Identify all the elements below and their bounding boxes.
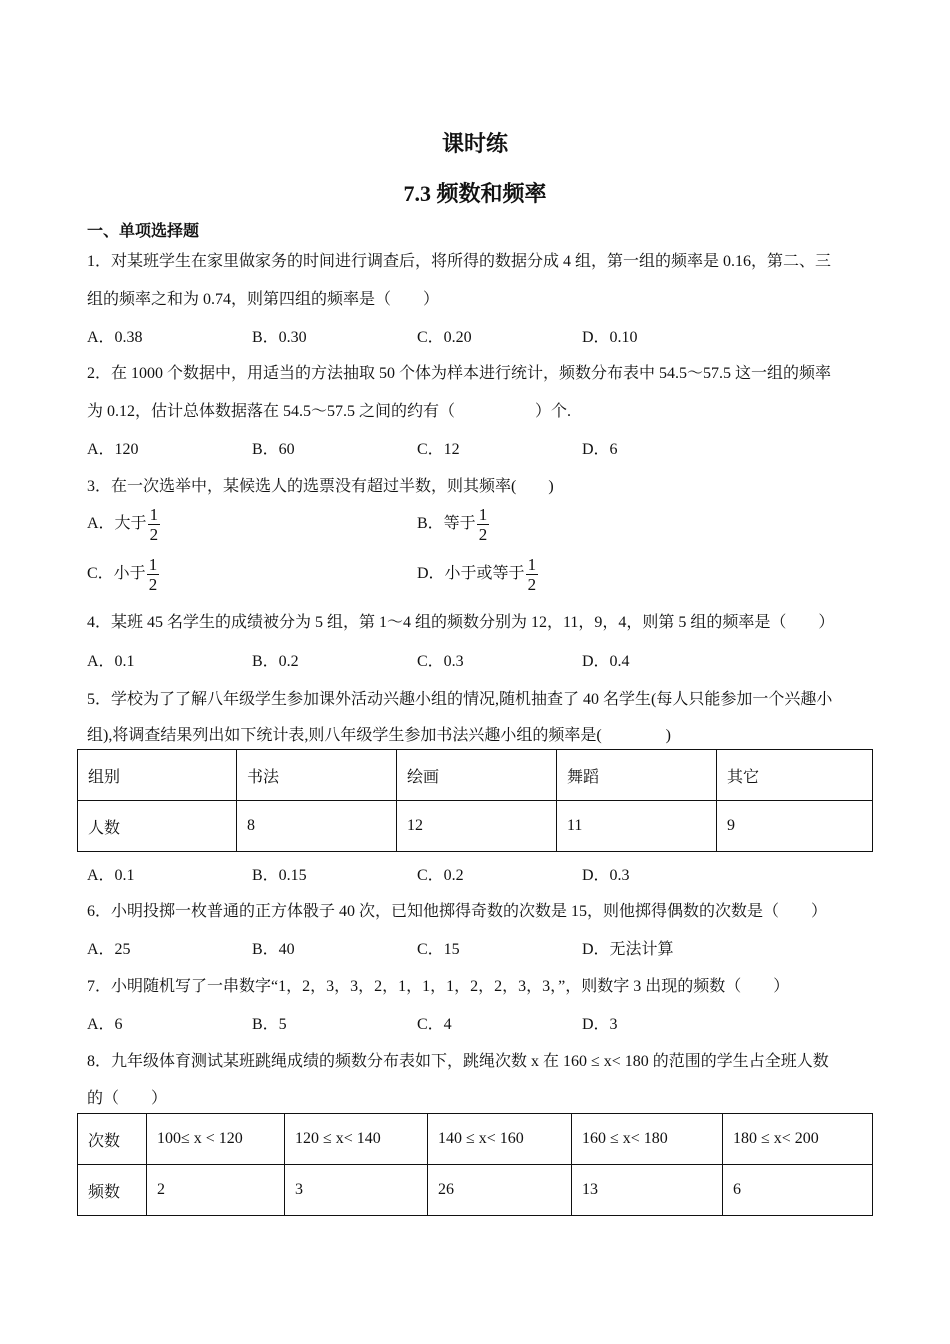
table-cell: 舞蹈 bbox=[557, 750, 717, 801]
fraction-one-half bbox=[477, 505, 490, 544]
table-cell: 其它 bbox=[717, 750, 873, 801]
table-cell: 12 bbox=[397, 801, 557, 852]
table-cell: 2 bbox=[147, 1165, 285, 1216]
question-5-line-2: 组),将调查结果列出如下统计表,则八年级学生参加书法兴趣小组的频率是( ) bbox=[87, 727, 671, 744]
table-cell: 频数 bbox=[78, 1165, 147, 1216]
question-6-option-d: D．无法计算 bbox=[582, 941, 674, 958]
table-cell: 11 bbox=[557, 801, 717, 852]
table-cell: 6 bbox=[723, 1165, 873, 1216]
question-2-option-b: B．60 bbox=[252, 441, 295, 458]
page-title: 课时练 bbox=[441, 131, 508, 156]
table-cell: 9 bbox=[717, 801, 873, 852]
table-cell: 组别 bbox=[78, 750, 237, 801]
fraction-numerator: 1 bbox=[148, 555, 158, 574]
question-8-line-2: 的（ ） bbox=[87, 1090, 168, 1107]
question-3-option-c bbox=[87, 555, 159, 594]
fraction-numerator: 1 bbox=[478, 505, 488, 524]
rope-skipping-table bbox=[77, 1113, 873, 1216]
table-cell: 26 bbox=[428, 1165, 572, 1216]
fraction-one-half bbox=[147, 555, 160, 594]
table-cell: 160 ≤ x< 180 bbox=[572, 1114, 723, 1165]
question-3-option-b-text: B．等于 bbox=[417, 515, 476, 533]
table-cell: 人数 bbox=[78, 801, 237, 852]
question-3-line-1: 3．在一次选举中，某候选人的选票没有超过半数，则其频率( ) bbox=[87, 478, 554, 495]
question-1-option-c: C．0.20 bbox=[417, 329, 472, 346]
question-6-line-1: 6．小明投掷一枚普通的正方体骰子 40 次，已知他掷得奇数的次数是 15，则他掷得偶数的次数是（ ） bbox=[87, 903, 828, 920]
table-cell: 3 bbox=[285, 1165, 428, 1216]
question-3-option-a-text: A．大于 bbox=[87, 515, 147, 533]
question-5-option-c: C．0.2 bbox=[417, 867, 464, 884]
question-4-option-d: D．0.4 bbox=[582, 653, 630, 670]
question-4-option-c: C．0.3 bbox=[417, 653, 464, 670]
table-cell: 书法 bbox=[237, 750, 397, 801]
question-1-line-1: 1．对某班学生在家里做家务的时间进行调查后，将所得的数据分成 4 组，第一组的频率是 0.16，第二、三 bbox=[87, 253, 832, 270]
fraction-denominator: 2 bbox=[149, 525, 159, 544]
section-heading: 一、单项选择题 bbox=[87, 223, 200, 240]
table-cell: 100≤ x < 120 bbox=[147, 1114, 285, 1165]
question-1-option-b: B．0.30 bbox=[252, 329, 307, 346]
question-7-line-1: 7．小明随机写了一串数字“1，2，3，3，2，1，1，1，2，2，3，3，”，则数字 3 出现的频数（ ） bbox=[87, 978, 790, 995]
question-4-option-b: B．0.2 bbox=[252, 653, 299, 670]
question-7-option-c: C．4 bbox=[417, 1016, 452, 1033]
question-7-option-b: B．5 bbox=[252, 1016, 287, 1033]
table-row bbox=[78, 1114, 873, 1165]
question-1-option-a: A．0.38 bbox=[87, 329, 143, 346]
table-cell: 次数 bbox=[78, 1114, 147, 1165]
question-2-line-1: 2．在 1000 个数据中，用适当的方法抽取 50 个体为样本进行统计，频数分布表中 54.5～57.5 这一组的频率 bbox=[87, 365, 832, 382]
question-8-line-1: 8．九年级体育测试某班跳绳成绩的频数分布表如下，跳绳次数 x 在 160 ≤ x< 180 的范围的学生占全班人数 bbox=[87, 1053, 829, 1070]
question-4-line-1: 4．某班 45 名学生的成绩被分为 5 组，第 1～4 组的频数分别为 12，11，9，4，则第 5 组的频率是（ ） bbox=[87, 614, 835, 631]
question-3-option-d-text: D．小于或等于 bbox=[417, 565, 525, 583]
question-6-option-c: C．15 bbox=[417, 941, 460, 958]
question-5-option-a: A．0.1 bbox=[87, 867, 135, 884]
question-1-option-d: D．0.10 bbox=[582, 329, 638, 346]
table-cell: 13 bbox=[572, 1165, 723, 1216]
question-6-option-a: A．25 bbox=[87, 941, 131, 958]
question-2-option-d: D．6 bbox=[582, 441, 618, 458]
question-2-line-2: 为 0.12，估计总体数据落在 54.5～57.5 之间的约有（ ）个. bbox=[87, 403, 572, 420]
table-cell: 120 ≤ x< 140 bbox=[285, 1114, 428, 1165]
question-3-option-b bbox=[417, 505, 489, 544]
question-3-option-a bbox=[87, 505, 160, 544]
fraction-denominator: 2 bbox=[527, 575, 537, 594]
fraction-numerator: 1 bbox=[527, 555, 537, 574]
question-5-line-1: 5．学校为了了解八年级学生参加课外活动兴趣小组的情况,随机抽查了 40 名学生(每人只能参加一个兴趣小 bbox=[87, 691, 833, 708]
fraction-one-half bbox=[148, 505, 161, 544]
question-3-option-d bbox=[417, 555, 538, 594]
table-cell: 140 ≤ x< 160 bbox=[428, 1114, 572, 1165]
fraction-numerator: 1 bbox=[149, 505, 159, 524]
table-row bbox=[78, 801, 873, 852]
fraction-denominator: 2 bbox=[478, 525, 488, 544]
question-2-option-a: A．120 bbox=[87, 441, 139, 458]
question-6-option-b: B．40 bbox=[252, 941, 295, 958]
page-subtitle: 7.3 频数和频率 bbox=[403, 181, 547, 206]
table-cell: 8 bbox=[237, 801, 397, 852]
question-5-option-d: D．0.3 bbox=[582, 867, 630, 884]
question-1-line-2: 组的频率之和为 0.74，则第四组的频率是（ ） bbox=[87, 291, 440, 308]
table-row bbox=[78, 1165, 873, 1216]
interest-group-table bbox=[77, 749, 873, 852]
question-2-option-c: C．12 bbox=[417, 441, 460, 458]
question-5-option-b: B．0.15 bbox=[252, 867, 307, 884]
question-7-option-d: D．3 bbox=[582, 1016, 618, 1033]
table-cell: 绘画 bbox=[397, 750, 557, 801]
question-3-option-c-text: C．小于 bbox=[87, 565, 146, 583]
table-cell: 180 ≤ x< 200 bbox=[723, 1114, 873, 1165]
table-row bbox=[78, 750, 873, 801]
question-4-option-a: A．0.1 bbox=[87, 653, 135, 670]
question-7-option-a: A．6 bbox=[87, 1016, 123, 1033]
fraction-denominator: 2 bbox=[148, 575, 158, 594]
fraction-one-half bbox=[526, 555, 539, 594]
